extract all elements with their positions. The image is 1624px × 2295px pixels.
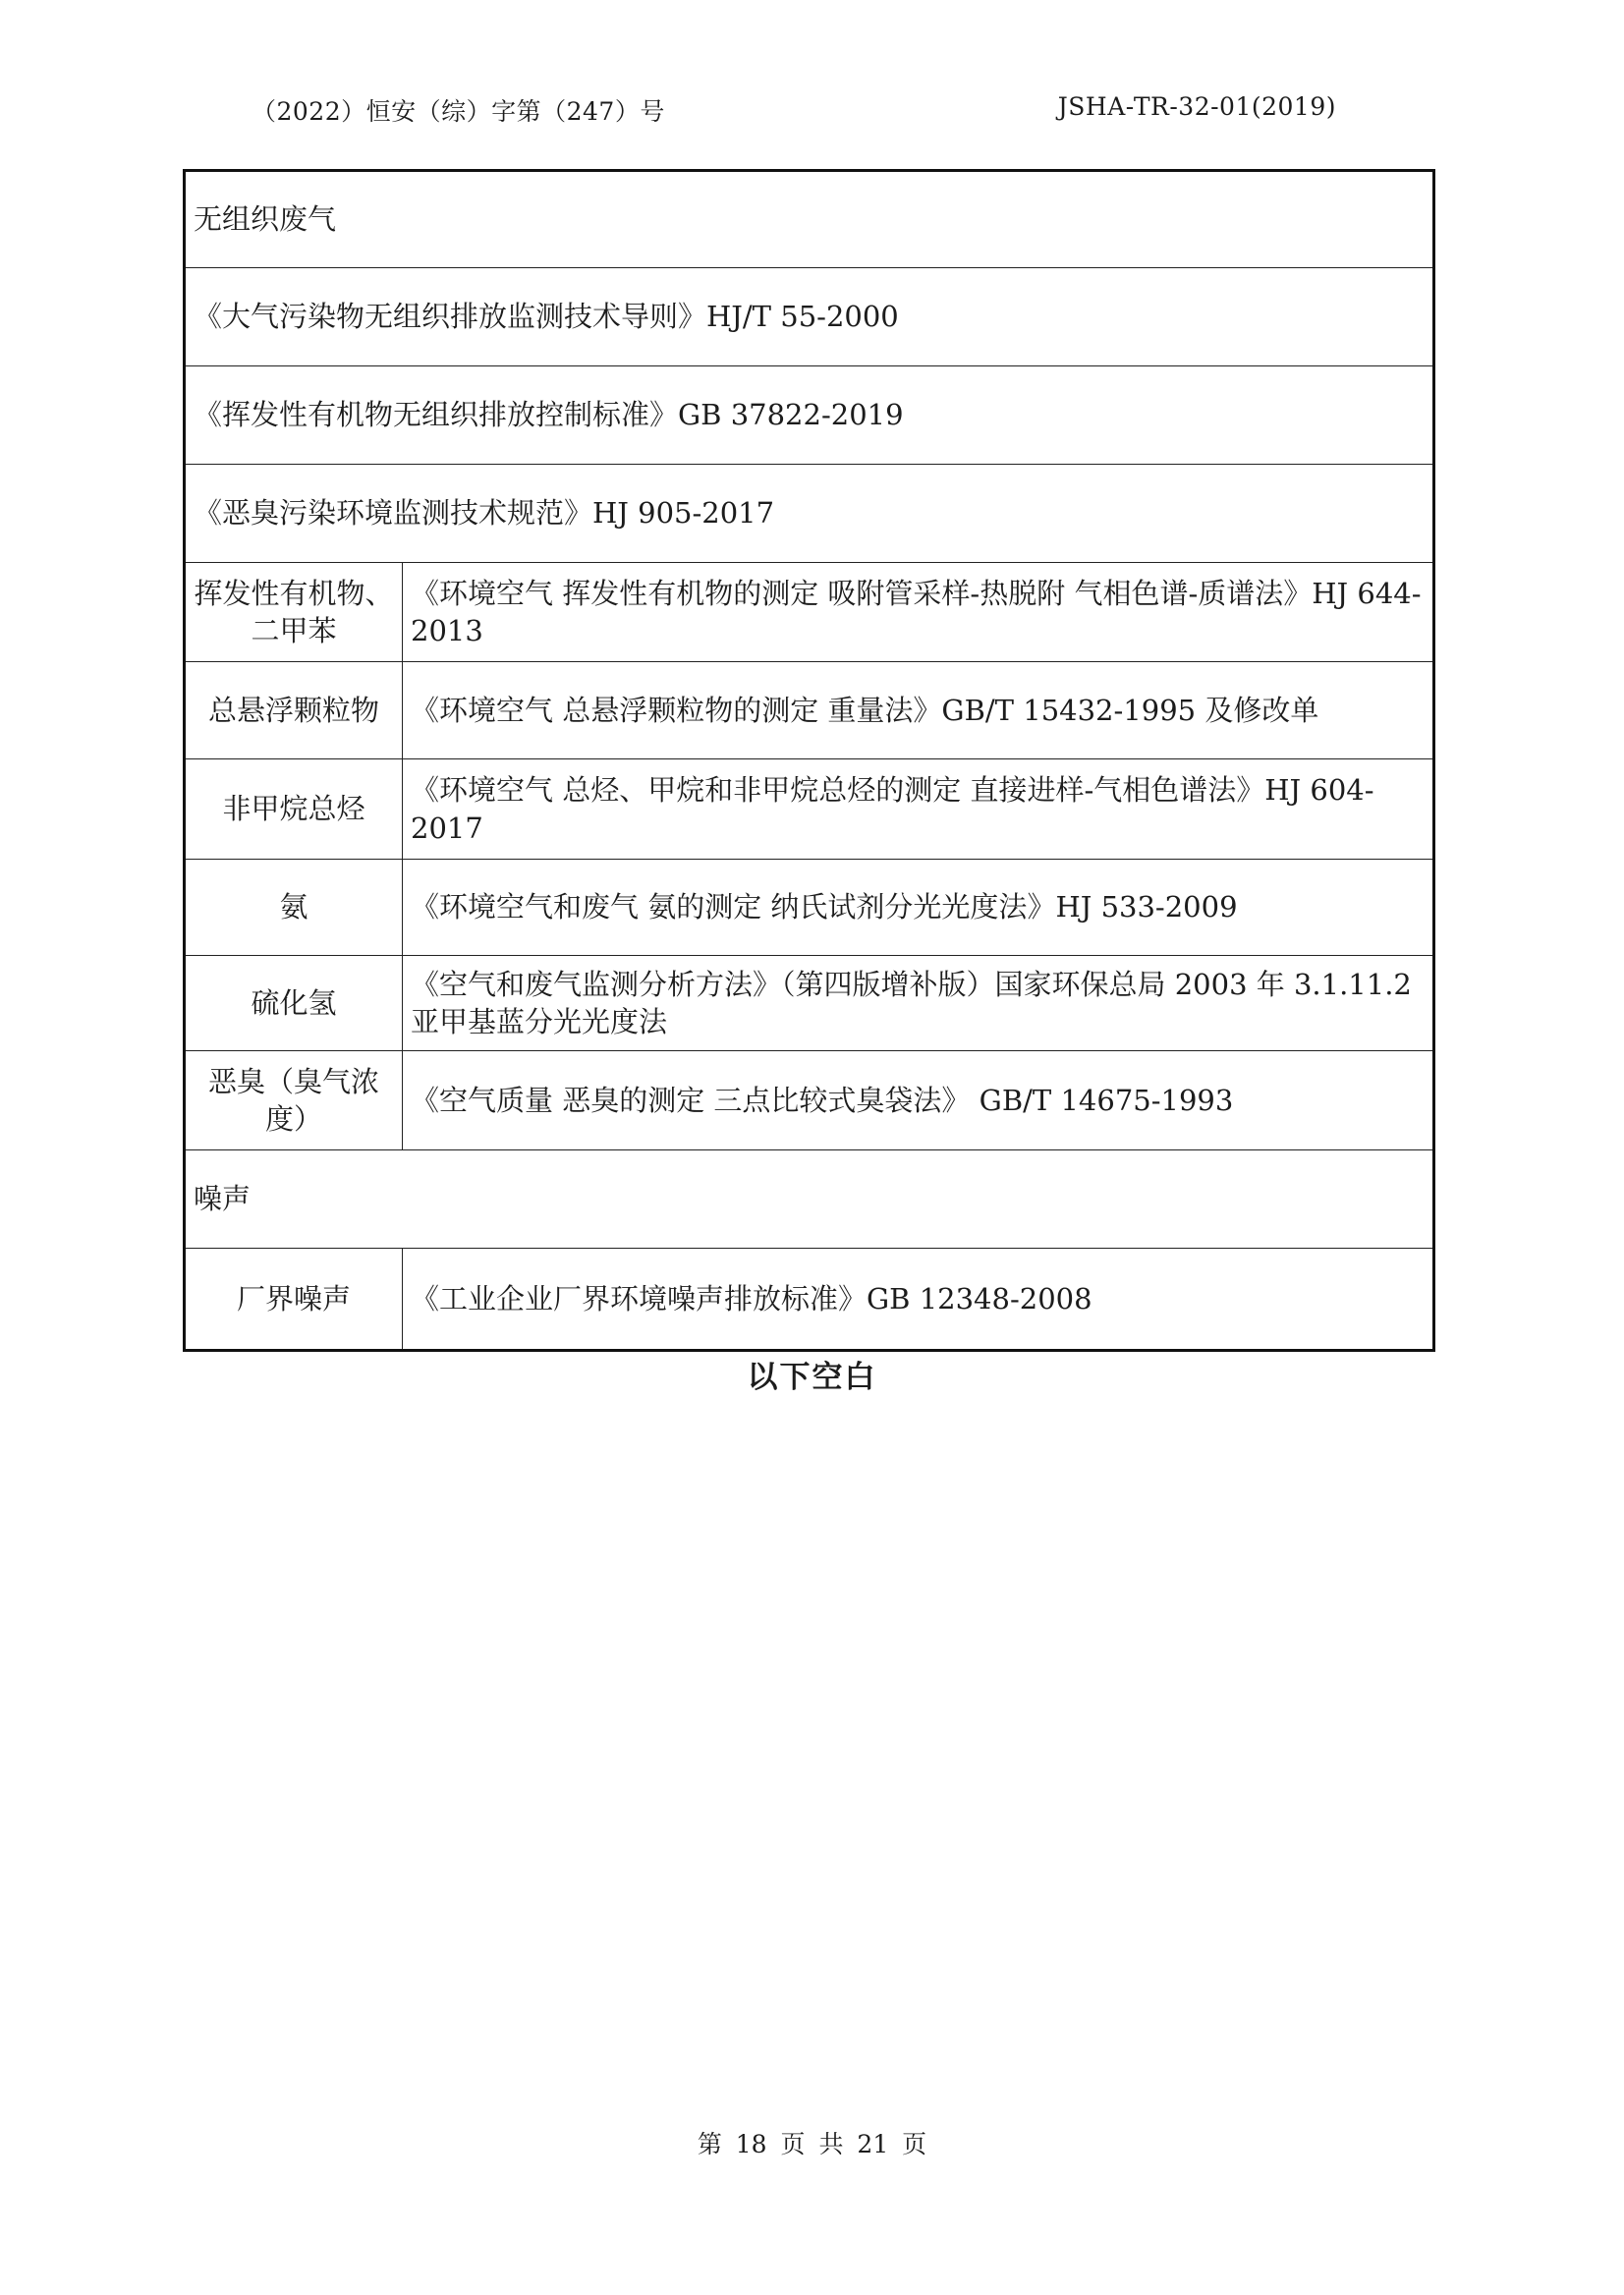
method-text: 《空气质量 恶臭的测定 三点比较式臭袋法》 GB/T 14675-1993 xyxy=(403,1051,1434,1150)
standard-row xyxy=(185,366,1434,465)
method-row xyxy=(185,662,1434,759)
item-name: 挥发性有机物、二甲苯 xyxy=(185,563,403,662)
report-number: （2022）恒安（综）字第（247）号 xyxy=(252,97,665,126)
form-code: JSHA-TR-32-01(2019) xyxy=(1057,92,1336,121)
method-row xyxy=(185,1249,1434,1351)
section-row-noise xyxy=(185,1150,1434,1249)
section-title: 噪声 xyxy=(185,1150,1434,1249)
section-row-unorganized-gas xyxy=(185,171,1434,268)
standard-text: 《挥发性有机物无组织排放控制标准》GB 37822-2019 xyxy=(185,366,1434,465)
page-number: 第 18 页 共 21 页 xyxy=(697,2130,927,2158)
item-name: 非甲烷总烃 xyxy=(185,759,403,860)
method-row xyxy=(185,1051,1434,1150)
item-name: 厂界噪声 xyxy=(185,1249,403,1351)
standard-row xyxy=(185,268,1434,366)
section-title: 无组织废气 xyxy=(185,171,1434,268)
blank-below-note: 以下空白 xyxy=(747,1360,877,1395)
method-text: 《环境空气 总烃、甲烷和非甲烷总烃的测定 直接进样-气相色谱法》HJ 604-2017 xyxy=(403,759,1434,860)
standard-text: 《大气污染物无组织排放监测技术导则》HJ/T 55-2000 xyxy=(185,268,1434,366)
standard-text: 《恶臭污染环境监测技术规范》HJ 905-2017 xyxy=(185,465,1434,563)
method-text: 《工业企业厂界环境噪声排放标准》GB 12348-2008 xyxy=(403,1249,1434,1351)
method-row xyxy=(185,759,1434,860)
standard-row xyxy=(185,465,1434,563)
test-methods-table xyxy=(183,169,1435,1352)
method-text: 《环境空气 总悬浮颗粒物的测定 重量法》GB/T 15432-1995 及修改单 xyxy=(403,662,1434,759)
method-text: 《环境空气和废气 氨的测定 纳氏试剂分光光度法》HJ 533-2009 xyxy=(403,860,1434,956)
method-row xyxy=(185,956,1434,1051)
item-name: 氨 xyxy=(185,860,403,956)
method-row xyxy=(185,563,1434,662)
item-name: 恶臭（臭气浓度） xyxy=(185,1051,403,1150)
method-text: 《空气和废气监测分析方法》（第四版增补版）国家环保总局 2003 年 3.1.11.2 亚甲基蓝分光光度法 xyxy=(403,956,1434,1051)
method-text: 《环境空气 挥发性有机物的测定 吸附管采样-热脱附 气相色谱-质谱法》HJ 644-2013 xyxy=(403,563,1434,662)
item-name: 硫化氢 xyxy=(185,956,403,1051)
method-row xyxy=(185,860,1434,956)
item-name: 总悬浮颗粒物 xyxy=(185,662,403,759)
